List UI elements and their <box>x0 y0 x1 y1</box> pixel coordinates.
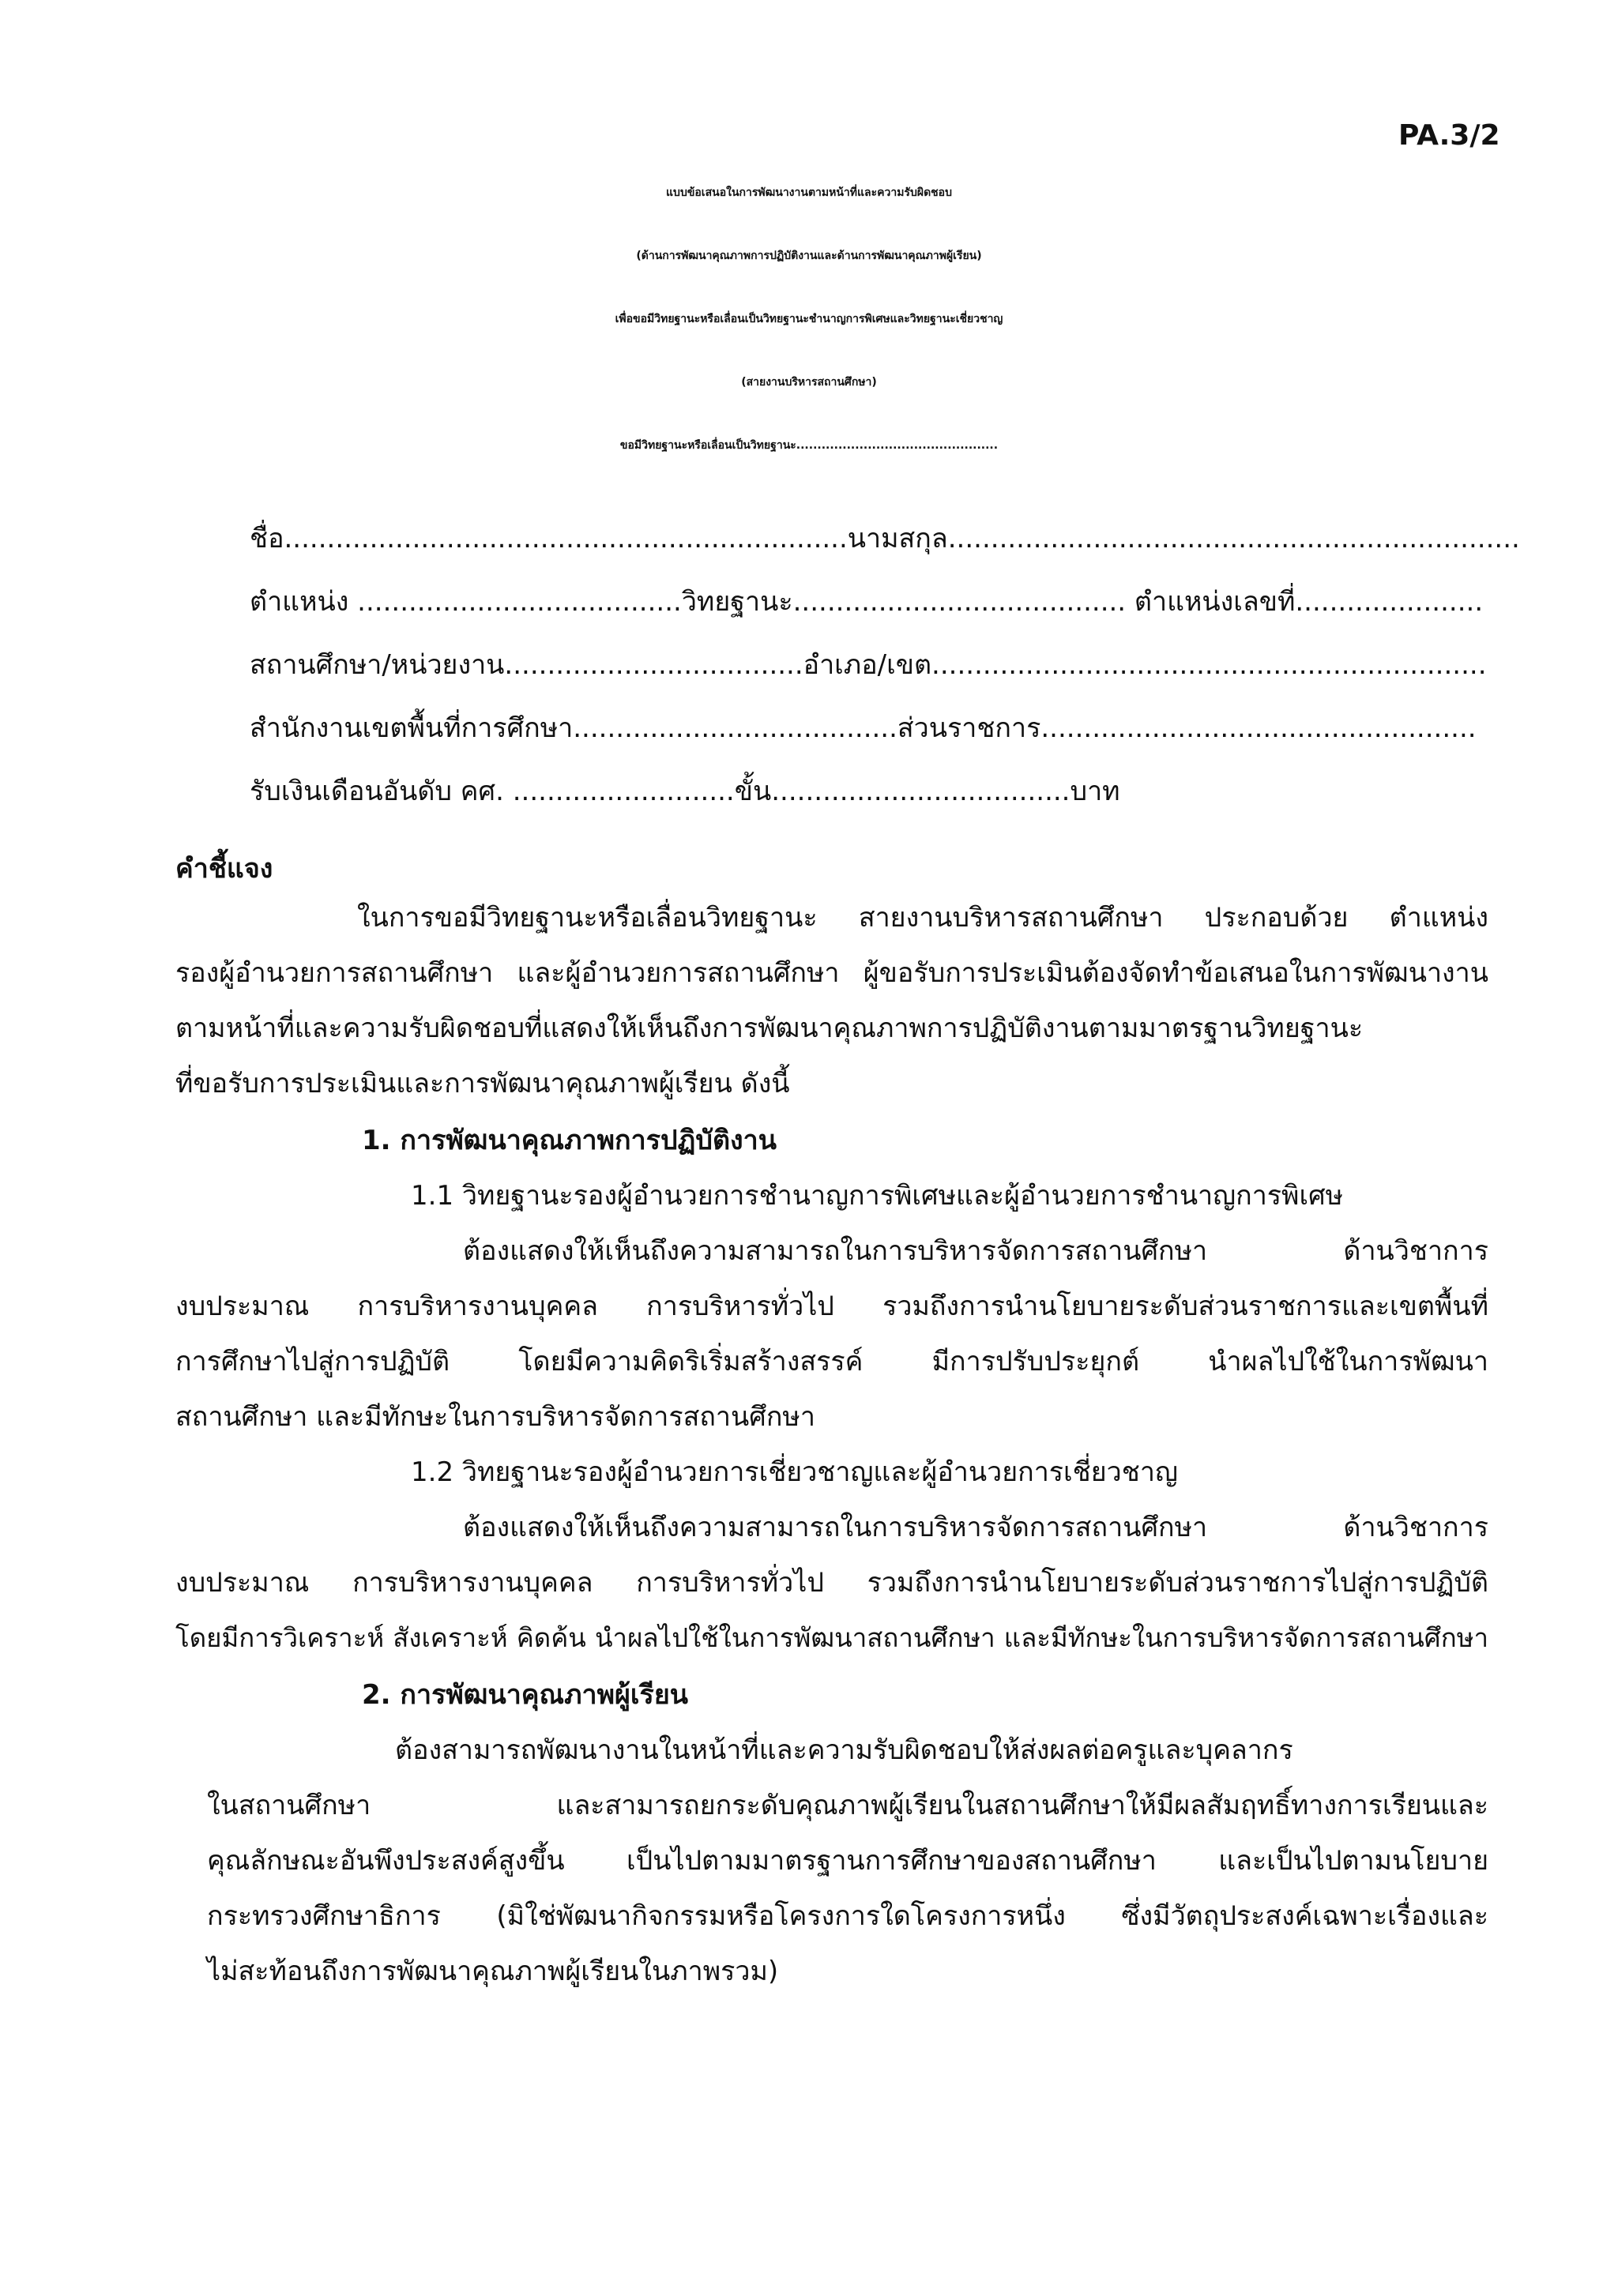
intro-line: รองผู้อำนวยการสถานศึกษา และผู้อำนวยการสถานศึกษา ผู้ขอรับการประเมินต้องจัดทำข้อเสนอในการพัฒนางาน <box>175 957 1488 989</box>
section1-2-title: 1.2 วิทยฐานะรองผู้อำนวยการเชี่ยวชาญและผู้อำนวยการเชี่ยวชาญ <box>411 1456 1178 1488</box>
header-purpose: เพื่อขอมีวิทยฐานะหรือเลื่อนเป็นวิทยฐานะชำนาญการพิเศษและวิทยฐานะเชี่ยวชาญ <box>615 313 1003 325</box>
page-id: PA.3/2 <box>1398 119 1500 152</box>
section1-1-title: 1.1 วิทยฐานะรองผู้อำนวยการชำนาญการพิเศษและผู้อำนวยการชำนาญการพิเศษ <box>411 1180 1344 1212</box>
header-track: (สายงานบริหารสถานศึกษา) <box>741 376 877 389</box>
section1-heading: 1. การพัฒนาคุณภาพการปฏิบัติงาน <box>362 1125 777 1156</box>
header-title: แบบข้อเสนอในการพัฒนางานตามหน้าที่และความรับผิดชอบ <box>666 186 952 199</box>
section1-1-line: สถานศึกษา และมีทักษะในการบริหารจัดการสถานศึกษา <box>175 1401 815 1433</box>
header-requested-rank: ขอมีวิทยฐานะหรือเลื่อนเป็นวิทยฐานะ................................................ <box>619 439 999 452</box>
section1-1-line: การศึกษาไปสู่การปฏิบัติ โดยมีความคิดริเริ่มสร้างสรรค์ มีการปรับประยุกต์ นำผลไปใช้ในการพัฒนา <box>175 1346 1488 1377</box>
section2-heading: 2. การพัฒนาคุณภาพผู้เรียน <box>362 1679 688 1711</box>
section2-line: กระทรวงศึกษาธิการ (มิใช่พัฒนากิจกรรมหรือโครงการใดโครงการหนึ่ง ซึ่งมีวัตถุประสงค์เฉพาะเรื่องและ <box>207 1900 1488 1932</box>
section2-line: ในสถานศึกษา และสามารถยกระดับคุณภาพผู้เรียนในสถานศึกษาให้มีผลสัมฤทธิ์ทางการเรียนและ <box>207 1790 1488 1821</box>
form-row-school: สถานศึกษา/หน่วยงาน...................................อำเภอ/เขต................................................................. <box>250 649 1487 681</box>
intro-line: ตามหน้าที่และความรับผิดชอบที่แสดงให้เห็นถึงการพัฒนาคุณภาพการปฏิบัติงานตามมาตรฐานวิทยฐานะ <box>175 1013 1364 1044</box>
section1-2-line: งบประมาณ การบริหารงานบุคคล การบริหารทั่วไป รวมถึงการนำนโยบายระดับส่วนราชการไปสู่การปฏิบัติ <box>175 1567 1488 1599</box>
form-row-salary: รับเงินเดือนอันดับ คศ. ..........................ขั้น...................................บาท <box>250 776 1120 807</box>
section2-line: คุณลักษณะอันพึงประสงค์สูงขึ้น เป็นไปตามมาตรฐานการศึกษาของสถานศึกษา และเป็นไปตามนโยบาย <box>207 1845 1488 1877</box>
section2-line: ไม่สะท้อนถึงการพัฒนาคุณภาพผู้เรียนในภาพรวม) <box>207 1956 779 1987</box>
section1-2-line: โดยมีการวิเคราะห์ สังเคราะห์ คิดค้น นำผลไปใช้ในการพัฒนาสถานศึกษา และมีทักษะในการบริหารจัดการสถานศึกษา <box>175 1622 1488 1653</box>
form-row-area-office: สำนักงานเขตพื้นที่การศึกษา......................................ส่วนราชการ................................................... <box>250 712 1477 744</box>
intro-line: ที่ขอรับการประเมินและการพัฒนาคุณภาพผู้เรียน ดังนี้ <box>175 1068 790 1099</box>
section2-line: ต้องสามารถพัฒนางานในหน้าที่และความรับผิดชอบให้ส่งผลต่อครูและบุคลากร <box>395 1734 1293 1766</box>
section1-1-line: ต้องแสดงให้เห็นถึงความสามารถในการบริหารจัดการสถานศึกษา ด้านวิชาการ <box>463 1235 1488 1267</box>
form-row-position: ตำแหน่ง ......................................วิทยฐานะ....................................... ตำแหน่งเลขที่...................... <box>250 586 1484 618</box>
section1-1-line: งบประมาณ การบริหารงานบุคคล การบริหารทั่วไป รวมถึงการนำนโยบายระดับส่วนราชการและเขตพื้นที่ <box>175 1291 1488 1322</box>
header-subtitle: (ด้านการพัฒนาคุณภาพการปฏิบัติงานและด้านการพัฒนาคุณภาพผู้เรียน) <box>636 250 982 262</box>
form-row-name: ชื่อ..................................................................นามสกุล................................................................... <box>250 523 1520 554</box>
instructions-heading: คำชี้แจง <box>175 853 273 885</box>
section1-2-line: ต้องแสดงให้เห็นถึงความสามารถในการบริหารจัดการสถานศึกษา ด้านวิชาการ <box>463 1512 1488 1543</box>
intro-line: ในการขอมีวิทยฐานะหรือเลื่อนวิทยฐานะ สายงานบริหารสถานศึกษา ประกอบด้วย ตำแหน่ง <box>357 902 1488 934</box>
